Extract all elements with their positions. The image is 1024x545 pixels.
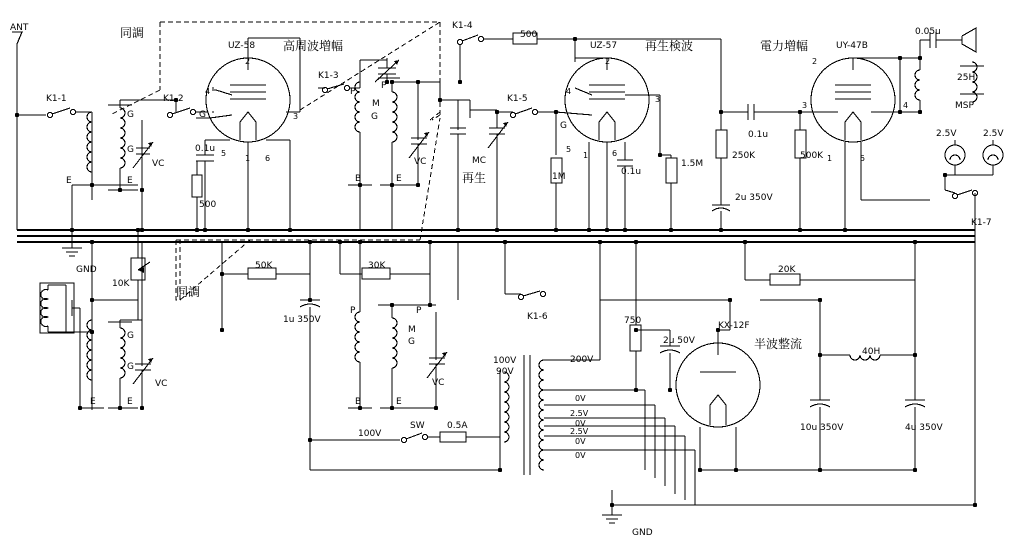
tube-pin-number: 2 — [605, 57, 611, 66]
label-k1-6: K1-6 — [527, 312, 548, 322]
label-t0v1: 0V — [575, 394, 586, 403]
tube-pin-number: 1 — [245, 154, 251, 163]
label-g4: G — [127, 145, 134, 155]
tube-pin-number: 3 — [655, 95, 661, 104]
label-denryoku: 電力増幅 — [760, 39, 809, 53]
label-p1b: P — [350, 87, 356, 97]
label-r50k: 50K — [255, 261, 273, 271]
tube-pin-number: 2 — [245, 57, 251, 66]
label-b2: B — [355, 397, 362, 407]
label-douchou2: 同調 — [176, 285, 201, 299]
label-g6: G — [127, 362, 134, 372]
label-c01a: 0.1u — [195, 144, 216, 154]
tube-pin-number: 1 — [583, 151, 589, 160]
label-uz57: UZ-57 — [590, 41, 618, 51]
label-l25h: 25H — [957, 73, 976, 83]
label-sw: SW — [410, 421, 425, 431]
tube-pin-number: 5 — [566, 145, 572, 154]
label-t90v: 90V — [496, 367, 514, 377]
label-douchou1: 同調 — [120, 26, 145, 40]
label-ant: ANT — [10, 23, 29, 33]
tube-pin-number: 6 — [612, 149, 618, 158]
label-t100va: 100V — [493, 356, 517, 366]
label-saiseikenpa: 再生検波 — [645, 39, 694, 53]
label-k1-1: K1-1 — [46, 94, 67, 104]
tube-pin-number: 4 — [205, 87, 211, 96]
label-r500a: 500 — [199, 200, 217, 210]
label-m1: M — [372, 99, 380, 109]
label-r30k: 30K — [368, 261, 386, 271]
label-vc2: VC — [155, 379, 168, 389]
label-vc3: VC — [414, 157, 427, 167]
label-g1: G — [371, 112, 378, 122]
tube-pin-number: 3 — [802, 101, 808, 110]
label-r1m: 1M — [552, 172, 566, 182]
label-mc: MC — [472, 156, 487, 166]
label-t0v3: 0V — [575, 437, 586, 446]
label-k1-3: K1-3 — [318, 71, 339, 81]
label-gnd1: GND — [76, 265, 97, 275]
label-gnd2: GND — [632, 528, 653, 538]
label-r750: 750 — [624, 316, 642, 326]
label-saisei: 再生 — [462, 171, 487, 185]
label-c2u50: 2u 50V — [663, 336, 695, 346]
label-t0v2: 0V — [575, 419, 586, 428]
label-k1-5: K1-5 — [507, 94, 528, 104]
label-t25v2: 2.5V — [570, 427, 589, 436]
label-gA: G — [199, 110, 206, 120]
label-m2: M — [408, 325, 416, 335]
tube-pin-number: 5 — [860, 154, 866, 163]
label-e1: E — [396, 174, 402, 184]
tube-pin-number: 4 — [566, 87, 572, 96]
label-e5: E — [90, 397, 96, 407]
label-p1a: P — [381, 81, 387, 91]
label-r20k: 20K — [778, 265, 796, 275]
label-g2: G — [408, 337, 415, 347]
label-c10u350: 10u 350V — [800, 423, 844, 433]
tube-pin-number: 1 — [827, 154, 833, 163]
label-c1u350: 1u 350V — [283, 315, 321, 325]
label-e4: E — [127, 176, 133, 186]
label-vc4: VC — [432, 378, 445, 388]
label-r10k: 10K — [112, 279, 130, 289]
label-e6: E — [127, 397, 133, 407]
label-v25b: 2.5V — [983, 129, 1004, 139]
label-gB: G — [560, 121, 567, 131]
label-g3: G — [127, 110, 134, 120]
label-vc1: VC — [152, 159, 165, 169]
label-p2a: P — [350, 306, 356, 316]
label-k1-4: K1-4 — [452, 21, 473, 31]
label-p2b: P — [416, 306, 422, 316]
label-g5: G — [127, 331, 134, 341]
tube-pin-number: 3 — [293, 112, 299, 121]
label-t200v: 200V — [570, 355, 594, 365]
label-hanpa: 半波整流 — [754, 337, 803, 351]
label-c01c: 0.1u — [748, 130, 769, 140]
label-f05a: 0.5A — [447, 421, 468, 431]
label-l40h: 40H — [862, 347, 881, 357]
label-uy47b: UY-47B — [836, 41, 868, 51]
label-r15m: 1.5M — [681, 159, 704, 169]
label-kx12f: KX-12F — [718, 321, 750, 331]
label-kousyuha: 高周波増幅 — [283, 39, 344, 53]
label-k1-7: K1-7 — [971, 218, 992, 228]
label-k1-2: K1-2 — [163, 94, 184, 104]
label-t0v4: 0V — [575, 451, 586, 460]
label-e2: E — [396, 397, 402, 407]
label-r500k: 500K — [800, 151, 824, 161]
label-uz58: UZ-58 — [228, 41, 256, 51]
tube-pin-number: 2 — [812, 57, 818, 66]
label-t25v1: 2.5V — [570, 409, 589, 418]
label-r500b: 500 — [520, 30, 538, 40]
label-t100vin: 100V — [358, 429, 382, 439]
label-c2u350: 2u 350V — [735, 193, 773, 203]
label-c4u350: 4u 350V — [905, 423, 943, 433]
label-b1: B — [355, 174, 362, 184]
tube-pin-number: 6 — [265, 154, 271, 163]
label-c01b: 0.1u — [621, 167, 642, 177]
label-v25a: 2.5V — [936, 129, 957, 139]
label-r250k: 250K — [732, 151, 756, 161]
tube-pin-number: 4 — [903, 101, 909, 110]
label-c005u: 0.05u — [915, 27, 941, 37]
tube-pin-number: 5 — [221, 149, 227, 158]
label-e3: E — [66, 176, 72, 186]
label-msp: MSP — [955, 101, 974, 111]
